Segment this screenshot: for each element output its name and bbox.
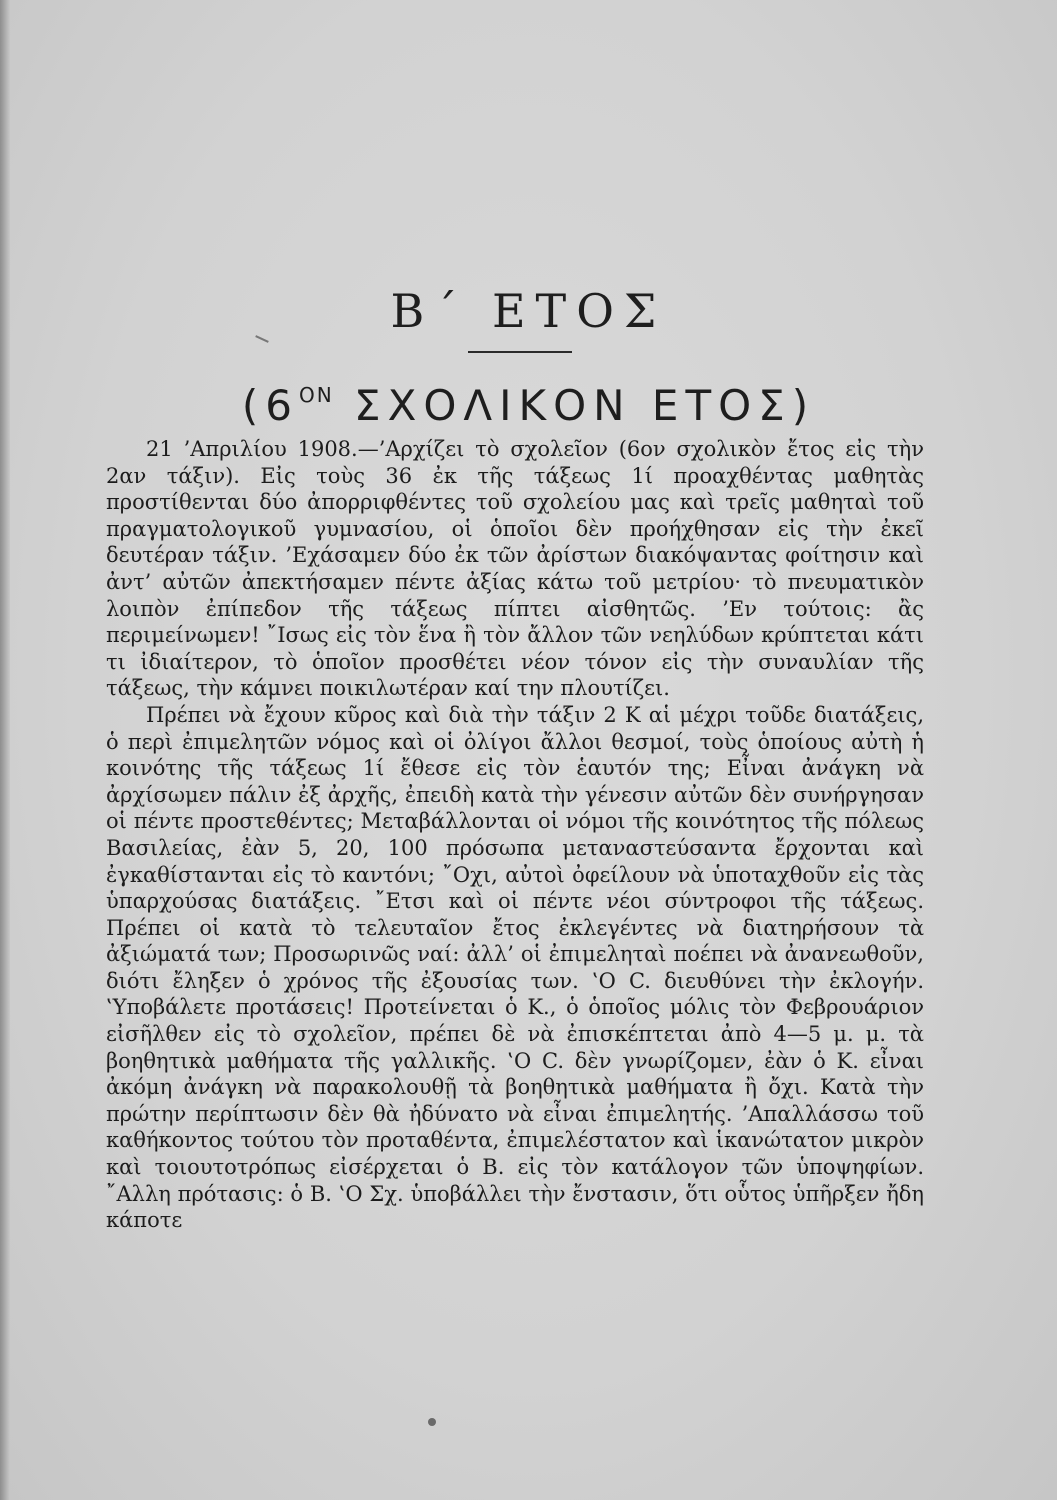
title-divider [468, 351, 572, 353]
chapter-title: Β΄ ΕΤΟΣ [390, 284, 667, 338]
chapter-subtitle [0, 381, 1057, 430]
subtitle-open: (6 [241, 381, 299, 430]
paragraph-1: 21 ’Απριλίου 1908.—’Αρχίζει τὸ σχολεῖον (6ον σχολικὸν ἔτος εἰς τὴν 2αν τάξιν). Εἰς τοὺς 36 ἐκ τῆς τάξεως 1ί προαχθέντας μαθητὰς προστίθενται δύο ἀπορριφθέντες τοῦ σχολείου μας καὶ τρεῖς μαθηταὶ τοῦ πραγματολογικοῦ γυμνασίου, οἱ ὁποῖοι δὲν προήχθησαν εἰς τὴν ἐκεῖ δευτέραν τάξιν. ’Εχάσαμεν δύο ἐκ τῶν ἀρίστων διακόψαντας φοίτησιν καὶ ἀντ’ αὐτῶν ἀπεκτήσαμεν πέντε ἀξίας κάτω τοῦ μετρίου· τὸ πνευματικὸν λοιπὸν ἐπίπεδον τῆς τάξεως πίπτει αἰσθητῶς. ’Εν τούτοις: ἂς περιμείνωμεν! ῎Ισως εἰς τὸν ἕνα ἢ τὸν ἄλλον τῶν νεηλύδων κρύπτεται κάτι τι ἰδιαίτερον, τὸ ὁποῖον προσθέτει νέον τόνον εἰς τὴν συναυλίαν τῆς τάξεως, τὴν κάμνει ποικιλωτέραν καί την πλουτίζει. [106, 437, 924, 701]
subtitle-rest: ΣΧΟΛΙΚΟΝ ΕΤΟΣ) [333, 381, 816, 430]
page-speck [428, 1418, 436, 1426]
page-binding-edge [0, 0, 10, 1500]
body-text [106, 436, 924, 1234]
paragraph-2: Πρέπει νὰ ἔχουν κῦρος καὶ διὰ τὴν τάξιν 2 Κ αἱ μέχρι τοῦδε διατάξεις, ὁ περὶ ἐπιμελητῶν νόμος καὶ οἱ ὀλίγοι ἄλλοι θεσμοί, τοὺς ὁποίους αὐτὴ ἡ κοινότης τῆς τάξεως 1ί ἔθεσε εἰς τὸν ἑαυτόν της; Εἶναι ἀνάγκη νὰ ἀρχίσωμεν πάλιν ἐξ ἀρχῆς, ἐπειδὴ κατὰ τὴν γένεσιν αὐτῶν δὲν συνήργησαν οἱ πέντε προστεθέντες; Μεταβάλλονται οἱ νόμοι τῆς κοινότητος τῆς πόλεως Βασιλείας, ἐὰν 5, 20, 100 πρόσωπα μεταναστεύσαντα ἔρχονται καὶ ἐγκαθίστανται εἰς τὸ καντόνι; ῎Οχι, αὐτοὶ ὀφείλουν νὰ ὑποταχθοῦν εἰς τὰς ὑπαρχούσας διατάξεις. ῎Ετσι καὶ οἱ πέντε νέοι σύντροφοι τῆς τάξεως. Πρέπει οἱ κατὰ τὸ τελευταῖον ἔτος ἐκλεγέντες νὰ διατηρήσουν τὰ ἀξιώματά των; Προσωρινῶς ναί: ἀλλ’ οἱ ἐπιμεληταὶ ποέπει νὰ ἀνανεωθοῦν, διότι ἔληξεν ὁ χρόνος τῆς ἐξουσίας των. ‛Ο C. διευθύνει τὴν ἐκλογήν. ‛Υποβάλετε προτάσεις! Προτείνεται ὁ Κ., ὁ ὁποῖος μόλις τὸν Φεβρουάριον εἰσῆλθεν εἰς τὸ σχολεῖον, πρέπει δὲ νὰ ἐπισκέπτεται ἀπὸ 4—5 μ. μ. τὰ βοηθητικὰ μαθήματα τῆς γαλλικῆς. ‛Ο C. δὲν γνωρίζομεν, ἐὰν ὁ Κ. εἶναι ἀκόμη ἀνάγκη νὰ παρακολουθῇ τὰ βοηθητικὰ μαθήματα ἢ ὄχι. Κατὰ τὴν πρώτην περίπτωσιν δὲν θὰ ἠδύνατο νὰ εἶναι ἐπιμελητής. ’Απαλλάσσω τοῦ καθήκοντος τούτου τὸν προταθέντα, ἐπιμελέστατον καὶ ἱκανώτατον μικρὸν καὶ τοιουτοτρόπως εἰσέρχεται ὁ Β. εἰς τὸν κατάλογον τῶν ὑποψηφίων. ῎Αλλη πρότασις: ὁ Β. ‛Ο Σχ. ὑποβάλλει τὴν ἔνστασιν, ὅτι οὗτος ὑπῆρξεν ἤδη κάποτε [106, 702, 924, 1233]
subtitle-superscript: ΟΝ [299, 383, 334, 407]
